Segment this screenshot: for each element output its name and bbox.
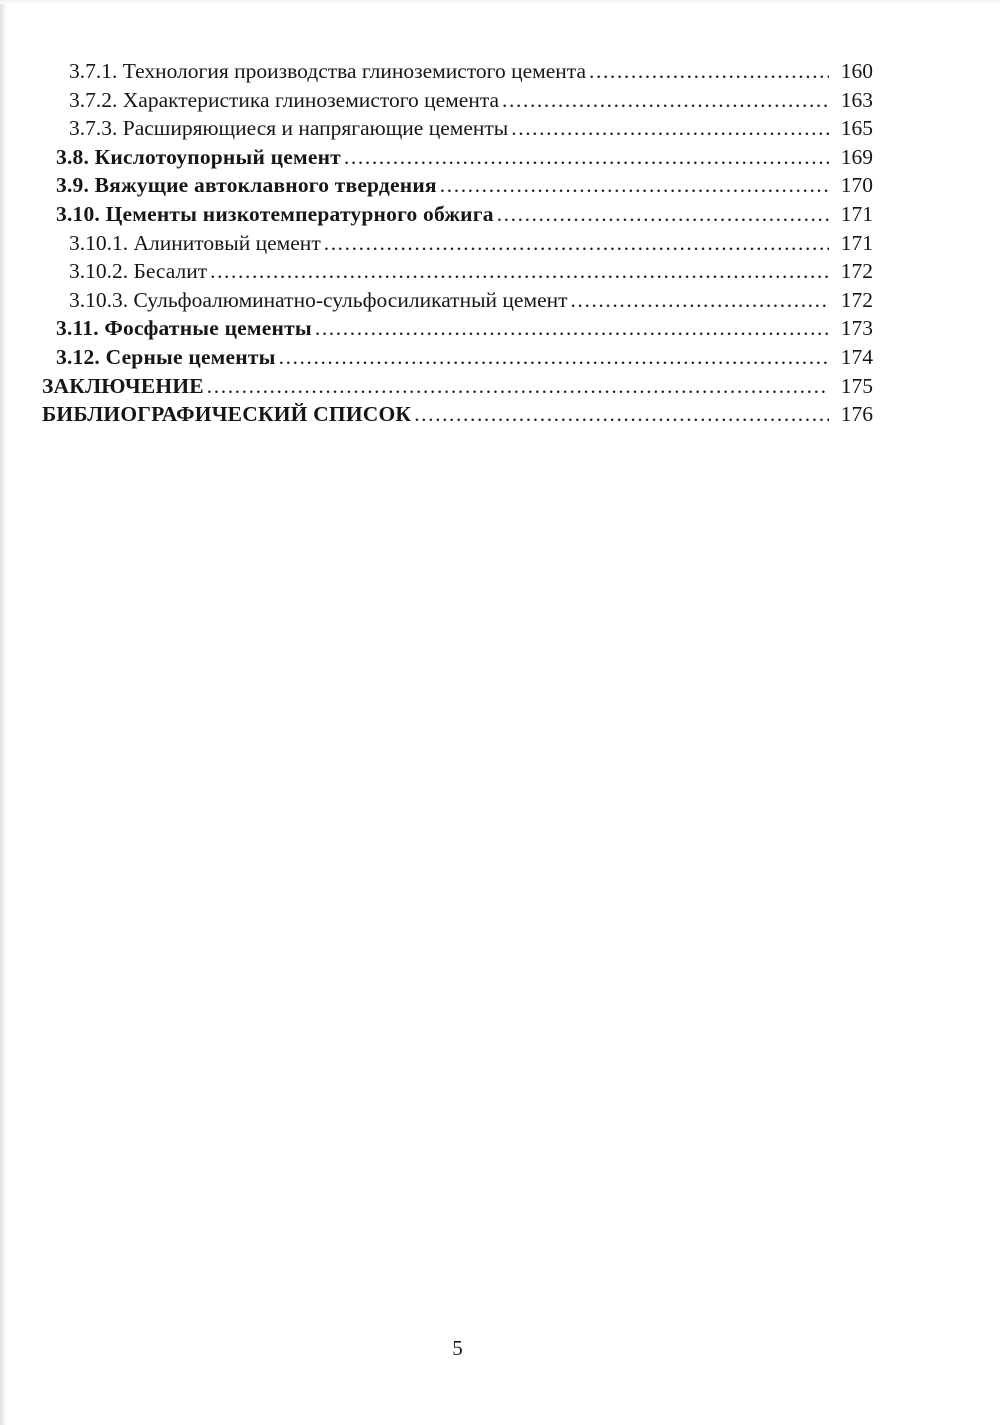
dot-leader [324,229,829,258]
toc-entry-page: 176 [840,402,873,427]
toc-entry-page: 169 [840,144,873,169]
dot-leader [210,257,829,286]
toc-entry-page: 160 [840,59,873,83]
toc-entry-page: 174 [840,344,873,369]
toc-entry-label: 3.12. Серные цементы [56,344,276,369]
toc-entry [42,372,873,401]
dot-leader [279,343,829,372]
toc-entry-label: 3.10. Цементы низкотемпературного обжига [56,201,494,226]
scan-edge-left [0,0,7,1425]
toc-entry [42,343,873,372]
toc-entry-label: 3.7.3. Расширяющиеся и напрягающие цементы [69,116,509,141]
toc-entry-page: 163 [840,87,873,112]
dot-leader [571,286,829,315]
dot-leader [315,314,829,343]
toc-entry-page: 171 [840,230,873,255]
toc-entry-page: 170 [840,173,873,198]
toc-entry-label: БИБЛИОГРАФИЧЕСКИЙ СПИСОК [42,402,412,427]
toc-entry [42,257,873,286]
dot-leader [207,372,829,401]
toc-entry-label: ЗАКЛЮЧЕНИЕ [42,373,204,398]
toc-entry [42,314,873,343]
toc-entry [42,400,873,429]
toc-entry-label: 3.11. Фосфатные цементы [56,316,312,341]
dot-leader [440,171,829,200]
page-number-folio: 5 [452,1336,463,1360]
toc-entry-label: 3.10.2. Бесалит [69,259,208,284]
toc-entry-label: 3.9. Вяжущие автоклавного твердения [56,173,437,198]
dot-leader [589,57,829,86]
toc-entry-page: 172 [840,259,873,284]
toc-entry [42,86,873,115]
scan-edge-top [0,0,1000,4]
toc-entry-page: 175 [840,373,873,398]
dot-leader [511,114,829,143]
toc-entry-label: 3.10.1. Алинитовый цемент [69,230,321,255]
toc-entry-label: 3.8. Кислотоупорный цемент [56,144,341,169]
dot-leader [502,86,829,115]
table-of-contents [42,57,873,429]
toc-entry-page: 173 [840,316,873,341]
toc-entry-page: 171 [840,201,873,226]
toc-entry-page: 172 [840,287,873,312]
toc-entry-label: 3.7.2. Характеристика глиноземистого цемента [69,87,500,112]
dot-leader [414,400,829,429]
toc-entry [42,57,873,86]
toc-entry [42,286,873,315]
toc-entry [42,229,873,258]
toc-entry [42,114,873,143]
toc-entry-page: 165 [840,116,873,141]
toc-entry [42,200,873,229]
toc-entry [42,171,873,200]
toc-entry-label: 3.10.3. Сульфоалюминатно-сульфосиликатный цемент [69,287,568,312]
toc-entry [42,143,873,172]
dot-leader [344,143,829,172]
dot-leader [497,200,829,229]
toc-entry-label: 3.7.1. Технология производства глиноземистого цемента [69,59,586,83]
